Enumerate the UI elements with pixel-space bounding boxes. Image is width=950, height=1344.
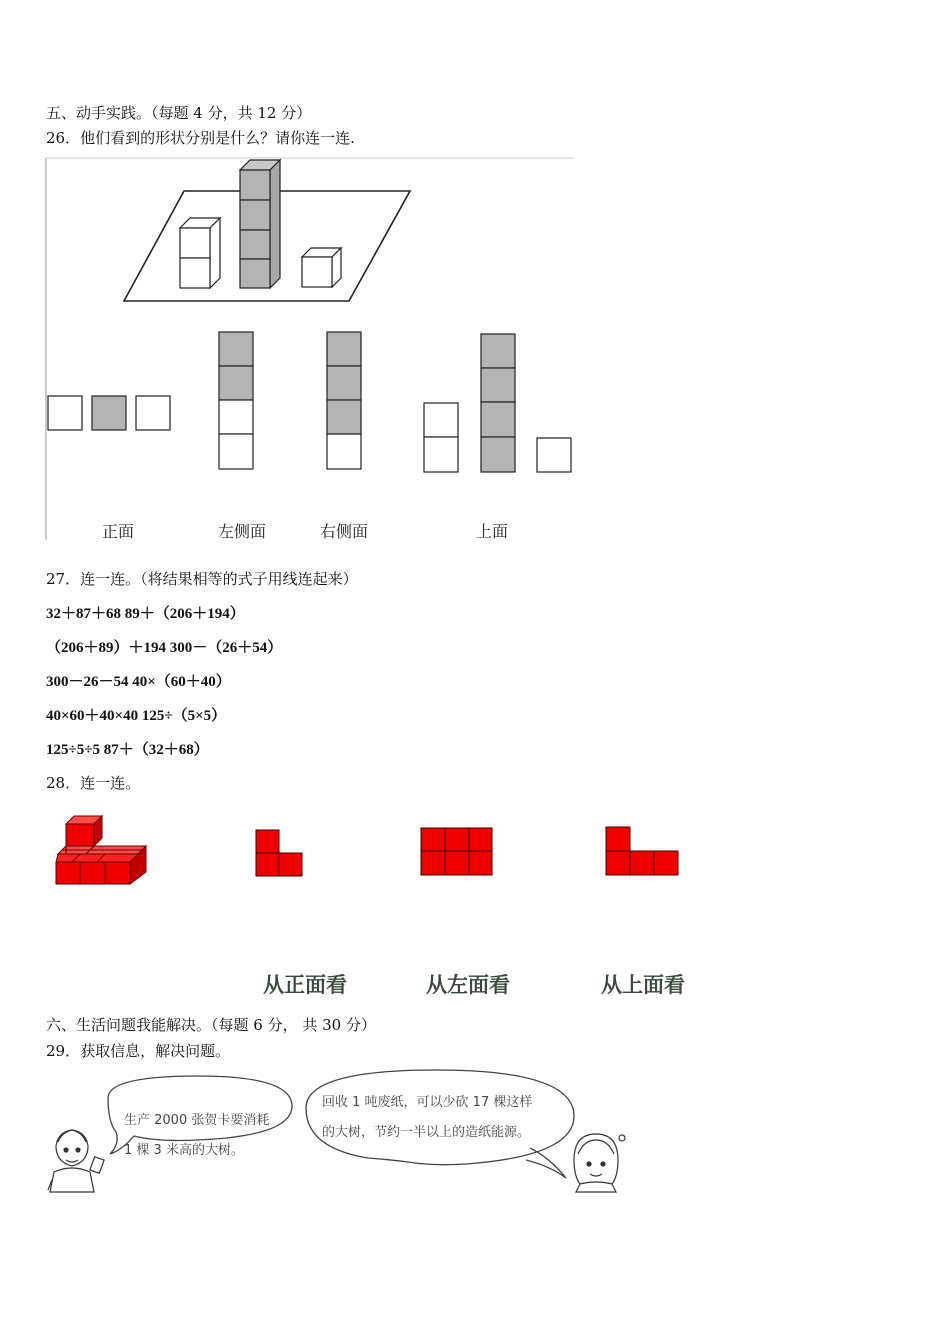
q26-title: 26．他们看到的形状分别是什么？请你连一连. <box>46 129 355 147</box>
red-view-rectangle <box>421 828 492 875</box>
speech-bubble-right <box>306 1070 574 1178</box>
q26-figure <box>44 156 576 546</box>
bubble-right-line-1: 回收 1 吨废纸，可以少砍 17 棵这样 <box>322 1095 533 1110</box>
q27-row-1: 32＋87＋68 89＋（206＋194） <box>46 606 245 622</box>
section6-heading: 六、生活问题我能解决。（每题 6 分， 共 30 分） <box>46 1016 376 1034</box>
bubble-left-line-2: 1 棵 3 米高的大树。 <box>124 1143 244 1158</box>
red-view-long-l <box>606 827 678 875</box>
left-stack-cubes <box>180 218 220 288</box>
q27-row-4: 40×60＋40×40 125÷（5×5） <box>46 708 227 724</box>
man-illustration <box>48 1130 104 1192</box>
q27-row-2: （206＋89）＋194 300－（26＋54） <box>46 640 283 656</box>
bubble-right-line-2: 的大树，节约一半以上的造纸能源。 <box>322 1125 531 1140</box>
q28-title: 28．连一连。 <box>46 774 141 792</box>
bubble-left-line-1: 生产 2000 张贺卡要消耗 <box>124 1113 270 1128</box>
section5-heading: 五、动手实践。（每题 4 分，共 12 分） <box>46 104 312 122</box>
view-option-three-columns <box>424 334 571 472</box>
view-option-column-left <box>219 332 253 469</box>
right-single-cube <box>302 248 341 287</box>
girl-illustration <box>574 1134 625 1192</box>
label-left-side: 左侧面 <box>217 522 267 541</box>
label-right-side: 右侧面 <box>319 522 369 541</box>
q27-row-5: 125÷5÷5 87＋（32＋68） <box>46 742 209 758</box>
red-view-l-shape <box>256 830 302 876</box>
middle-stack-cubes <box>240 160 280 288</box>
q29-title: 29．获取信息，解决问题。 <box>46 1042 231 1060</box>
q27-row-3: 300－26－54 40×（60＋40） <box>46 674 231 690</box>
label-top: 上面 <box>475 522 509 541</box>
q28-figure <box>50 810 700 1005</box>
q29-figure <box>44 1068 644 1198</box>
label-top-view: 从上面看 <box>601 973 685 997</box>
label-front: 正面 <box>101 522 135 541</box>
q27-title: 27．连一连。（将结果相等的式子用线连起来） <box>46 570 358 588</box>
label-front-view: 从正面看 <box>263 973 347 997</box>
view-option-column-right <box>327 332 361 469</box>
label-left-view: 从左面看 <box>426 973 510 997</box>
view-option-row-of-three <box>48 396 170 430</box>
red-3d-solid <box>56 816 146 884</box>
